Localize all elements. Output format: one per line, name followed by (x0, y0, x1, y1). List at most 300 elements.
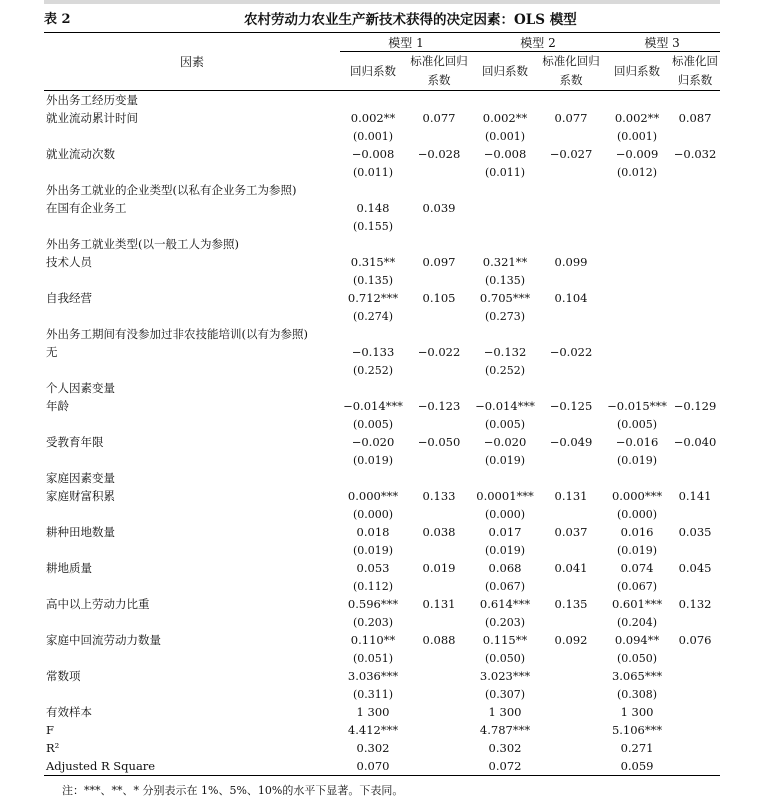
empty-cell (406, 379, 472, 397)
coef-cell: 3.065*** (611, 669, 663, 683)
empty-cell (538, 325, 604, 343)
std-coef-cell: −0.027 (549, 147, 593, 161)
empty-cell (472, 325, 538, 343)
std-coef-cell: 0.097 (422, 255, 456, 269)
section-label: 家庭因素变量 (46, 471, 115, 485)
std-coef-cell (670, 721, 720, 739)
empty-cell (44, 505, 340, 523)
table-row (44, 667, 720, 685)
row-label: 就业流动累计时间 (46, 111, 138, 125)
empty-cell (604, 379, 670, 397)
model-2-header: 模型 2 (472, 33, 604, 52)
table-row (44, 433, 720, 451)
table-title: 农村劳动力农业生产新技术获得的决定因素：OLS 模型 (244, 12, 577, 28)
empty-cell (44, 577, 340, 595)
empty-cell (406, 91, 472, 110)
std-error-cell: (0.135) (484, 273, 526, 287)
row-label: 耕种田地数量 (46, 525, 115, 539)
coef-cell: 0.074 (620, 561, 654, 575)
empty-cell (406, 325, 472, 343)
empty-cell (44, 649, 340, 667)
section-label: 个人因素变量 (46, 381, 115, 395)
empty-cell (472, 379, 538, 397)
section-row (44, 235, 720, 253)
coef-cell: 4.787*** (479, 723, 531, 737)
std-error-cell: (0.019) (352, 543, 394, 557)
std-coef-cell (670, 289, 720, 307)
empty-cell (406, 685, 472, 703)
coef-cell: −0.014*** (343, 399, 403, 413)
std-coef-cell: 0.038 (422, 525, 456, 539)
empty-cell (670, 577, 720, 595)
row-label: 受教育年限 (46, 435, 104, 449)
empty-cell (340, 379, 406, 397)
std-coef-cell: 0.037 (554, 525, 588, 539)
coef-cell: 1 300 (488, 705, 522, 719)
coef-cell: 0.705*** (479, 291, 531, 305)
std-error-cell: (0.000) (616, 507, 658, 521)
empty-cell (472, 181, 538, 199)
coef-cell (604, 289, 670, 307)
se-row (44, 649, 720, 667)
coef-cell: −0.009 (615, 147, 659, 161)
std-coef-cell: −0.028 (417, 147, 461, 161)
coef-header: 回归系数 (340, 52, 406, 91)
table-row (44, 739, 720, 757)
empty-cell (406, 127, 472, 145)
section-row (44, 325, 720, 343)
se-row (44, 307, 720, 325)
empty-cell (472, 235, 538, 253)
se-row (44, 271, 720, 289)
empty-cell (44, 541, 340, 559)
std-coef-cell (670, 253, 720, 271)
empty-cell (340, 235, 406, 253)
se-row (44, 451, 720, 469)
std-coef-cell: 0.077 (422, 111, 456, 125)
row-label: 自我经营 (46, 291, 92, 305)
std-error-cell: (0.050) (484, 651, 526, 665)
std-error-cell: (0.307) (484, 687, 526, 701)
row-label: 家庭中回流劳动力数量 (46, 633, 161, 647)
std-error-cell: (0.067) (616, 579, 658, 593)
std-coef-header: 标准化回归系数 (538, 52, 604, 91)
std-error-cell: (0.019) (616, 543, 658, 557)
empty-cell (538, 181, 604, 199)
std-coef-cell: 0.045 (678, 561, 712, 575)
se-row (44, 415, 720, 433)
std-coef-cell (406, 703, 472, 721)
coef-cell: −0.015*** (607, 399, 667, 413)
std-error-cell: (0.203) (484, 615, 526, 629)
row-label: 技术人员 (46, 255, 92, 269)
std-coef-cell (670, 703, 720, 721)
table-row (44, 289, 720, 307)
std-error-cell: (0.001) (616, 129, 658, 143)
std-coef-cell: −0.022 (549, 345, 593, 359)
coef-cell (472, 199, 538, 217)
std-error-cell: (0.252) (352, 363, 394, 377)
std-error-cell: (0.000) (352, 507, 394, 521)
std-error-cell: (0.019) (352, 453, 394, 467)
std-error-cell: (0.019) (616, 453, 658, 467)
empty-cell (406, 505, 472, 523)
std-coef-cell: 0.077 (554, 111, 588, 125)
coef-cell: 0.315** (350, 255, 396, 269)
coef-cell: 0.002** (614, 111, 660, 125)
std-coef-cell (406, 721, 472, 739)
empty-cell (406, 415, 472, 433)
std-error-cell: (0.155) (352, 219, 394, 233)
top-rule (44, 0, 720, 4)
coef-cell: 0.302 (488, 741, 522, 755)
coef-cell: 5.106*** (611, 723, 663, 737)
std-error-cell: (0.019) (484, 543, 526, 557)
empty-cell (670, 379, 720, 397)
row-label: 年龄 (46, 399, 69, 413)
row-label: Adjusted R Square (44, 757, 340, 776)
row-label: 无 (46, 345, 58, 359)
std-coef-cell (670, 343, 720, 361)
empty-cell (604, 91, 670, 110)
coef-cell: 0.094** (614, 633, 660, 647)
coef-cell: 0.018 (356, 525, 390, 539)
section-row (44, 91, 720, 110)
coef-cell: 0.110** (350, 633, 396, 647)
empty-cell (406, 181, 472, 199)
std-coef-cell (538, 667, 604, 685)
coef-cell: 0.614*** (479, 597, 531, 611)
empty-cell (44, 217, 340, 235)
coef-cell: 0.059 (604, 757, 670, 776)
std-coef-cell: 0.135 (554, 597, 588, 611)
std-coef-cell: 0.104 (554, 291, 588, 305)
empty-cell (670, 541, 720, 559)
row-label: 高中以上劳动力比重 (46, 597, 150, 611)
std-error-cell: (0.005) (484, 417, 526, 431)
table-row (44, 523, 720, 541)
empty-cell (538, 127, 604, 145)
empty-cell (538, 163, 604, 181)
std-coef-cell: 0.039 (422, 201, 456, 215)
table-row (44, 253, 720, 271)
empty-cell (406, 451, 472, 469)
empty-cell (670, 613, 720, 631)
coef-cell: 0.712*** (347, 291, 399, 305)
std-coef-cell (538, 757, 604, 776)
empty-cell (44, 415, 340, 433)
table-number: 表 2 (44, 12, 71, 27)
table-row (44, 109, 720, 127)
std-coef-cell: −0.125 (549, 399, 593, 413)
std-coef-cell: −0.129 (673, 399, 717, 413)
empty-cell (406, 469, 472, 487)
std-coef-cell: 0.035 (678, 525, 712, 539)
std-error-cell: (0.011) (352, 165, 394, 179)
se-row (44, 127, 720, 145)
std-coef-header: 标准化回归系数 (670, 52, 720, 91)
empty-cell (670, 469, 720, 487)
std-error-cell (604, 217, 670, 235)
std-coef-header: 标准化回归系数 (406, 52, 472, 91)
coef-cell: 4.412*** (347, 723, 399, 737)
row-label: 在国有企业务工 (46, 201, 127, 215)
empty-cell (44, 163, 340, 181)
empty-cell (538, 541, 604, 559)
std-coef-cell (670, 199, 720, 217)
coef-cell: 0.002** (350, 111, 396, 125)
empty-cell (538, 217, 604, 235)
std-error-cell: (0.135) (352, 273, 394, 287)
std-error-cell: (0.204) (616, 615, 658, 629)
row-label: 耕地质量 (46, 561, 92, 575)
se-row (44, 505, 720, 523)
table-row (44, 145, 720, 163)
empty-cell (44, 613, 340, 631)
std-coef-cell (406, 739, 472, 757)
model-1-header: 模型 1 (340, 33, 472, 52)
empty-cell (340, 469, 406, 487)
empty-cell (604, 469, 670, 487)
coef-cell: −0.008 (483, 147, 527, 161)
std-error-cell: (0.203) (352, 615, 394, 629)
empty-cell (604, 235, 670, 253)
table-row (44, 703, 720, 721)
std-coef-cell: 0.131 (554, 489, 588, 503)
coef-cell: 0.596*** (347, 597, 399, 611)
empty-cell (538, 613, 604, 631)
std-error-cell: (0.311) (352, 687, 394, 701)
empty-cell (670, 415, 720, 433)
table-row (44, 487, 720, 505)
empty-cell (670, 181, 720, 199)
std-coef-cell (670, 757, 720, 776)
std-error-cell: (0.012) (616, 165, 658, 179)
empty-cell (538, 307, 604, 325)
std-error-cell: (0.019) (484, 453, 526, 467)
std-error-cell: (0.308) (616, 687, 658, 701)
std-coef-cell (538, 199, 604, 217)
std-coef-cell (538, 703, 604, 721)
empty-cell (538, 469, 604, 487)
se-row (44, 361, 720, 379)
empty-cell (670, 271, 720, 289)
empty-cell (340, 91, 406, 110)
empty-cell (670, 361, 720, 379)
std-coef-cell (406, 667, 472, 685)
empty-cell (538, 91, 604, 110)
empty-cell (44, 307, 340, 325)
coef-cell: 0.271 (620, 741, 654, 755)
factor-header: 因素 (44, 33, 340, 91)
empty-cell (340, 325, 406, 343)
empty-cell (538, 235, 604, 253)
empty-cell (406, 613, 472, 631)
empty-cell (670, 505, 720, 523)
std-error-cell: (0.252) (484, 363, 526, 377)
std-coef-cell: −0.022 (417, 345, 461, 359)
std-coef-cell: 0.041 (554, 561, 588, 575)
table-row (44, 397, 720, 415)
coef-cell: 0.302 (356, 741, 390, 755)
std-error-cell (604, 361, 670, 379)
coef-header: 回归系数 (472, 52, 538, 91)
table-row (44, 721, 720, 739)
empty-cell (670, 163, 720, 181)
regression-table (44, 32, 720, 776)
table-row (44, 631, 720, 649)
std-error-cell (604, 307, 670, 325)
se-row (44, 577, 720, 595)
std-coef-cell: 0.088 (422, 633, 456, 647)
std-error-cell: (0.005) (616, 417, 658, 431)
std-coef-cell: 0.019 (422, 561, 456, 575)
coef-cell: 1 300 (620, 705, 654, 719)
empty-cell (340, 181, 406, 199)
coef-cell: 0.002** (482, 111, 528, 125)
coef-cell: 1 300 (356, 705, 390, 719)
std-coef-cell: 0.133 (422, 489, 456, 503)
coef-cell: −0.133 (351, 345, 395, 359)
coef-cell: 0.148 (356, 201, 390, 215)
coef-cell: 3.036*** (347, 669, 399, 683)
empty-cell (670, 685, 720, 703)
std-coef-cell: 0.087 (678, 111, 712, 125)
row-label: 家庭财富积累 (46, 489, 115, 503)
std-error-cell: (0.273) (484, 309, 526, 323)
empty-cell (538, 415, 604, 433)
table-row (44, 199, 720, 217)
std-error-cell: (0.005) (352, 417, 394, 431)
empty-cell (44, 361, 340, 379)
std-error-cell: (0.050) (616, 651, 658, 665)
empty-cell (670, 307, 720, 325)
coef-cell: 3.023*** (479, 669, 531, 683)
section-label: 外出务工期间有没参加过非农技能培训(以有为参照) (46, 327, 308, 341)
coef-cell: 0.072 (472, 757, 538, 776)
section-label: 外出务工就业的企业类型(以私有企业务工为参照) (46, 183, 297, 197)
empty-cell (44, 685, 340, 703)
std-error-cell: (0.000) (484, 507, 526, 521)
coef-cell: 0.000*** (347, 489, 399, 503)
empty-cell (604, 181, 670, 199)
empty-cell (538, 649, 604, 667)
std-coef-cell: 0.092 (554, 633, 588, 647)
coef-cell (604, 253, 670, 271)
empty-cell (44, 271, 340, 289)
empty-cell (406, 577, 472, 595)
table-row (44, 595, 720, 613)
std-coef-cell (670, 667, 720, 685)
std-coef-cell (538, 721, 604, 739)
section-label: 外出务工经历变量 (46, 93, 138, 107)
row-label: 有效样本 (46, 705, 92, 719)
std-error-cell: (0.011) (484, 165, 526, 179)
empty-cell (44, 127, 340, 145)
coef-cell: 0.0001*** (476, 489, 534, 503)
empty-cell (406, 163, 472, 181)
empty-cell (538, 271, 604, 289)
coef-cell (604, 343, 670, 361)
coef-cell: −0.020 (351, 435, 395, 449)
empty-cell (406, 235, 472, 253)
empty-cell (406, 271, 472, 289)
se-row (44, 541, 720, 559)
coef-cell: 0.601*** (611, 597, 663, 611)
std-coef-cell: −0.040 (673, 435, 717, 449)
table-note: 注：***、**、* 分别表示在 1%、5%、10%的水平下显著。下表同。 (62, 784, 404, 797)
model-3-header: 模型 3 (604, 33, 720, 52)
std-coef-cell: 0.141 (678, 489, 712, 503)
coef-cell (604, 199, 670, 217)
std-coef-cell: −0.049 (549, 435, 593, 449)
coef-cell: 0.053 (356, 561, 390, 575)
coef-cell: −0.020 (483, 435, 527, 449)
empty-cell (670, 127, 720, 145)
empty-cell (670, 325, 720, 343)
empty-cell (538, 451, 604, 469)
coef-header: 回归系数 (604, 52, 670, 91)
std-error-cell: (0.067) (484, 579, 526, 593)
empty-cell (406, 541, 472, 559)
coef-cell: 0.016 (620, 525, 654, 539)
coef-cell: 0.068 (488, 561, 522, 575)
std-coef-cell (670, 739, 720, 757)
std-coef-cell: 0.131 (422, 597, 456, 611)
row-label: F (46, 723, 54, 737)
std-error-cell: (0.112) (352, 579, 394, 593)
se-row (44, 163, 720, 181)
empty-cell (406, 217, 472, 235)
se-row (44, 217, 720, 235)
section-row (44, 181, 720, 199)
empty-cell (670, 235, 720, 253)
coef-cell: −0.014*** (475, 399, 535, 413)
row-label: 常数项 (46, 669, 81, 683)
std-coef-cell (406, 757, 472, 776)
section-row (44, 469, 720, 487)
empty-cell (538, 379, 604, 397)
std-error-cell: (0.051) (352, 651, 394, 665)
coef-cell: 0.017 (488, 525, 522, 539)
std-error-cell (604, 271, 670, 289)
se-row (44, 685, 720, 703)
std-coef-cell: −0.050 (417, 435, 461, 449)
empty-cell (406, 307, 472, 325)
empty-cell (406, 361, 472, 379)
coef-cell: 0.070 (340, 757, 406, 776)
empty-cell (538, 505, 604, 523)
section-label: 外出务工就业类型(以一般工人为参照) (46, 237, 239, 251)
std-error-cell: (0.001) (352, 129, 394, 143)
se-row (44, 613, 720, 631)
coef-cell: 0.115** (482, 633, 528, 647)
empty-cell (538, 361, 604, 379)
table-row (44, 757, 720, 776)
coef-cell: 0.321** (482, 255, 528, 269)
std-error-cell: (0.274) (352, 309, 394, 323)
empty-cell (538, 577, 604, 595)
std-coef-cell: 0.099 (554, 255, 588, 269)
row-label: 就业流动次数 (46, 147, 115, 161)
empty-cell (44, 451, 340, 469)
coef-cell: 0.000*** (611, 489, 663, 503)
empty-cell (604, 325, 670, 343)
std-coef-cell (538, 739, 604, 757)
coef-cell: −0.132 (483, 345, 527, 359)
row-label: R² (46, 741, 60, 755)
coef-cell: −0.016 (615, 435, 659, 449)
